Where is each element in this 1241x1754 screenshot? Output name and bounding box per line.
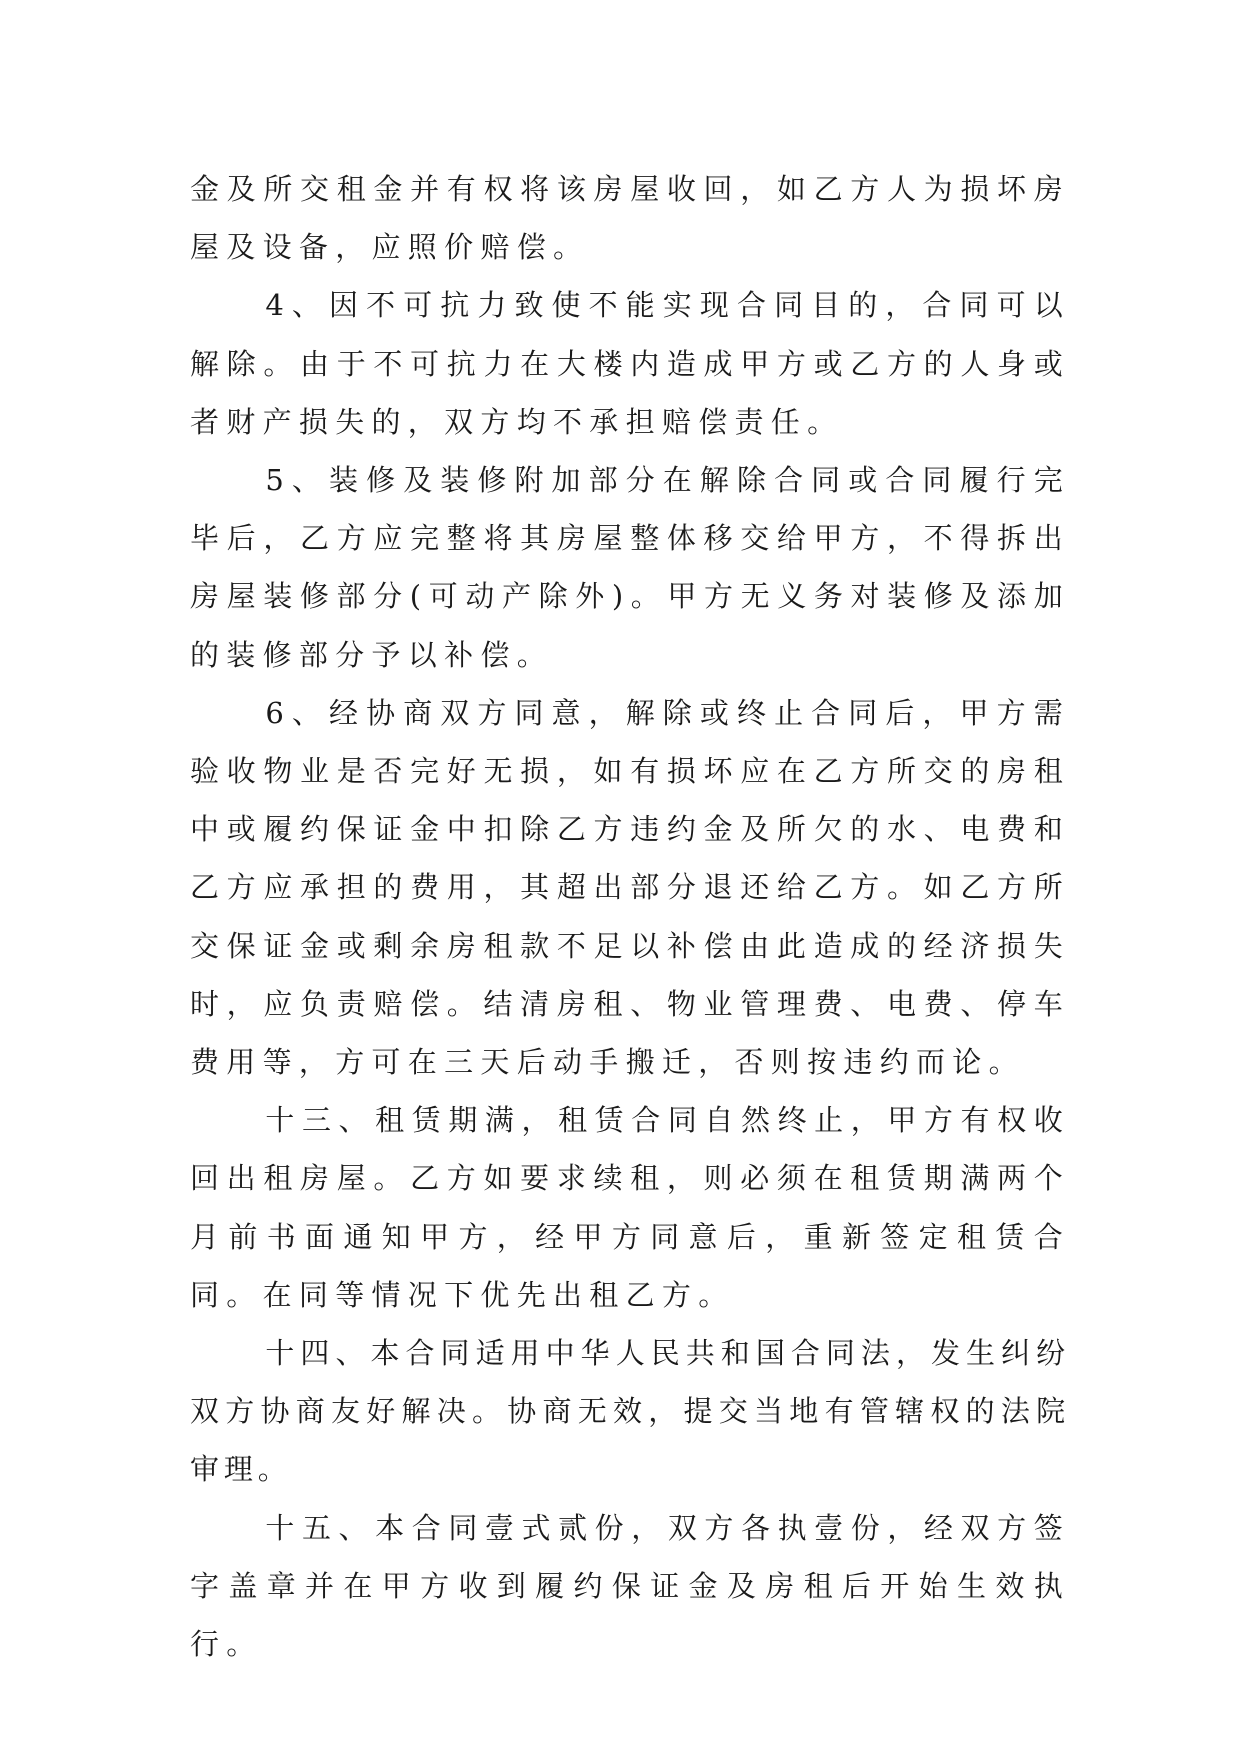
paragraph-clause-6: 6、经协商双方同意，解除或终止合同后，甲方需验收物业是否完好无损，如有损坏应在乙方所交的房租中或履约保证金中扣除乙方违约金及所欠的水、电费和乙方应承担的费用，其超出部分退还给乙方。如乙方所交保证金或剩余房租款不足以补偿由此造成的经济损失时，应负责赔偿。结清房租、物业管理费、电费、停车费用等，方可在三天后动手搬迁，否则按违约而论。 bbox=[190, 695, 1070, 1080]
paragraph-clause-5: 5、装修及装修附加部分在解除合同或合同履行完毕后，乙方应完整将其房屋整体移交给甲方，不得拆出房屋装修部分(可动产除外)。甲方无义务对装修及添加的装修部分予以补偿。 bbox=[190, 463, 1070, 672]
contract-body bbox=[190, 160, 1070, 1673]
paragraph-article-13: 十三、租赁期满，租赁合同自然终止，甲方有权收回出租房屋。乙方如要求续租，则必须在租赁期满两个月前书面通知甲方，经甲方同意后，重新签定租赁合同。在同等情况下优先出租乙方。 bbox=[190, 1103, 1070, 1312]
paragraph-clause-4: 4、因不可抗力致使不能实现合同目的，合同可以解除。由于不可抗力在大楼内造成甲方或乙方的人身或者财产损失的，双方均不承担赔偿责任。 bbox=[190, 288, 1070, 439]
paragraph-article-14: 十四、本合同适用中华人民共和国合同法，发生纠纷双方协商友好解决。协商无效，提交当地有管辖权的法院审理。 bbox=[190, 1336, 1070, 1487]
paragraph-article-15: 十五、本合同壹式贰份，双方各执壹份，经双方签字盖章并在甲方收到履约保证金及房租后开始生效执行。 bbox=[190, 1510, 1070, 1662]
paragraph-continuation: 金及所交租金并有权将该房屋收回，如乙方人为损坏房屋及设备，应照价赔偿。 bbox=[190, 172, 1070, 265]
